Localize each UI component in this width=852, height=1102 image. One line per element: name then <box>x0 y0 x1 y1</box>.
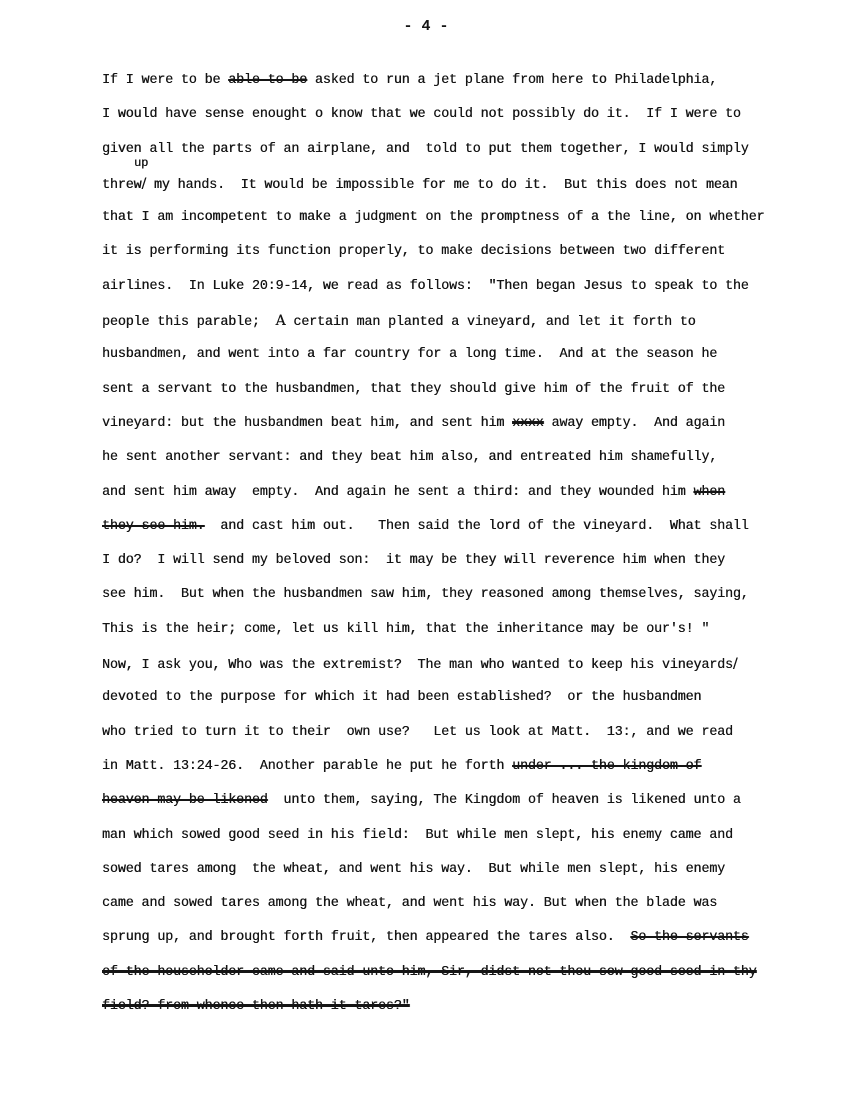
text-line <box>102 962 822 996</box>
text-segment: sent a servant to the husbandmen, that they should give him of the fruit of the <box>102 381 725 397</box>
struck-out-text: heaven may be likened <box>102 793 268 809</box>
text-segment: who tried to turn it to their own use? Let us look at Matt. 13:, and we read <box>102 724 733 740</box>
text-segment: away empty. And again <box>543 415 725 431</box>
text-line <box>102 516 822 550</box>
struck-out-text: under ... the kingdom of <box>512 758 702 774</box>
text-line <box>102 927 822 961</box>
text-line <box>102 276 822 310</box>
text-segment: devoted to the purpose for which it had been established? or the husbandmen <box>102 690 702 706</box>
text-line <box>102 996 822 1030</box>
text-segment: asked to run a jet plane from here to Philadelphia, <box>307 73 718 88</box>
text-line <box>102 413 822 447</box>
text-line <box>102 379 822 413</box>
text-segment: that I am incompetent to make a judgment on the promptness of a the line, on whether <box>102 210 765 226</box>
text-segment: people this parable; <box>102 315 276 331</box>
struck-out-text: they see him. <box>102 518 205 534</box>
text-segment: he sent another servant: and they beat him also, and entreated him shamefully, <box>102 450 718 466</box>
struck-out-text: So the servants <box>630 930 749 946</box>
text-line <box>102 207 822 241</box>
text-line <box>102 722 822 756</box>
text-segment: see him. But when the husbandmen saw him, they reasoned among themselves, saying, <box>102 587 749 603</box>
text-segment: and sent him away empty. And again he sent a third: and they wounded him <box>102 484 694 500</box>
handwritten-mark: / <box>141 175 147 192</box>
text-line <box>102 241 822 275</box>
handwritten-mark: / <box>732 656 738 673</box>
text-line <box>102 104 822 138</box>
text-segment: unto them, saying, The Kingdom of heaven is likened unto a <box>267 793 741 809</box>
text-segment: sowed tares among the wheat, and went his way. But while men slept, his enemy <box>102 861 725 877</box>
text-segment: certain man planted a vineyard, and let it forth to <box>285 315 696 331</box>
interlinear-insertion: up <box>134 155 149 170</box>
text-line <box>102 653 822 687</box>
text-segment: I do? I will send my beloved son: it may be they will reverence him when they <box>102 553 725 569</box>
text-line <box>102 139 822 173</box>
text-segment: Now, I ask you, Who was the extremist? The man who wanted to keep his vineyards <box>102 658 733 674</box>
text-segment: in Matt. 13:24-26. Another parable he put he forth <box>102 758 513 774</box>
struck-out-text: field? from whence then hath it tares?" <box>102 999 410 1015</box>
struck-out-text: able to be <box>228 73 308 88</box>
text-line <box>102 790 822 824</box>
text-segment: This is the heir; come, let us kill him, that the inheritance may be our's! " <box>102 621 710 637</box>
struck-out-text: xxxx <box>512 415 544 431</box>
text-line <box>102 550 822 584</box>
text-line <box>102 687 822 721</box>
handwritten-mark: A <box>275 313 286 330</box>
text-segment: my hands. It would be impossible for me to do it. But this does not mean <box>146 177 738 193</box>
text-line <box>102 859 822 893</box>
text-line <box>102 447 822 481</box>
text-segment: husbandmen, and went into a far country for a long time. And at the season he <box>102 347 718 363</box>
text-segment: If I were to be <box>102 73 229 88</box>
text-line <box>102 482 822 516</box>
text-segment: I would have sense enought o know that we could not possibly do it. If I were to <box>102 107 741 123</box>
struck-out-text: when <box>693 484 725 500</box>
text-segment: it is performing its function properly, to make decisions between two different <box>102 244 725 260</box>
text-line <box>102 584 822 618</box>
text-line <box>102 825 822 859</box>
text-segment: threw <box>102 177 142 193</box>
text-segment: airlines. In Luke 20:9-14, we read as follows: "Then began Jesus to speak to the <box>102 278 749 294</box>
text-line <box>102 344 822 378</box>
text-segment: man which sowed good seed in his field: But while men slept, his enemy came and <box>102 827 733 843</box>
text-line <box>102 893 822 927</box>
text-segment: given all the parts of an airplane, and told to put them together, I would simply <box>102 141 749 157</box>
text-line <box>102 70 822 104</box>
text-line <box>102 756 822 790</box>
body-text <box>102 70 822 1030</box>
text-segment: sprung up, and brought forth fruit, then appeared the tares also. <box>102 930 631 946</box>
struck-out-text: of the householder came and said unto him, Sir, didst not thou sow good seed in thy <box>102 964 757 980</box>
text-line <box>102 310 822 344</box>
text-segment: came and sowed tares among the wheat, and went his way. But when the blade was <box>102 896 718 912</box>
text-segment: vineyard: but the husbandmen beat him, and sent him <box>102 415 513 431</box>
text-line <box>102 155 822 207</box>
page-number: - 4 - <box>403 18 449 35</box>
text-segment: and cast him out. Then said the lord of the vineyard. What shall <box>204 518 749 534</box>
text-line <box>102 619 822 653</box>
